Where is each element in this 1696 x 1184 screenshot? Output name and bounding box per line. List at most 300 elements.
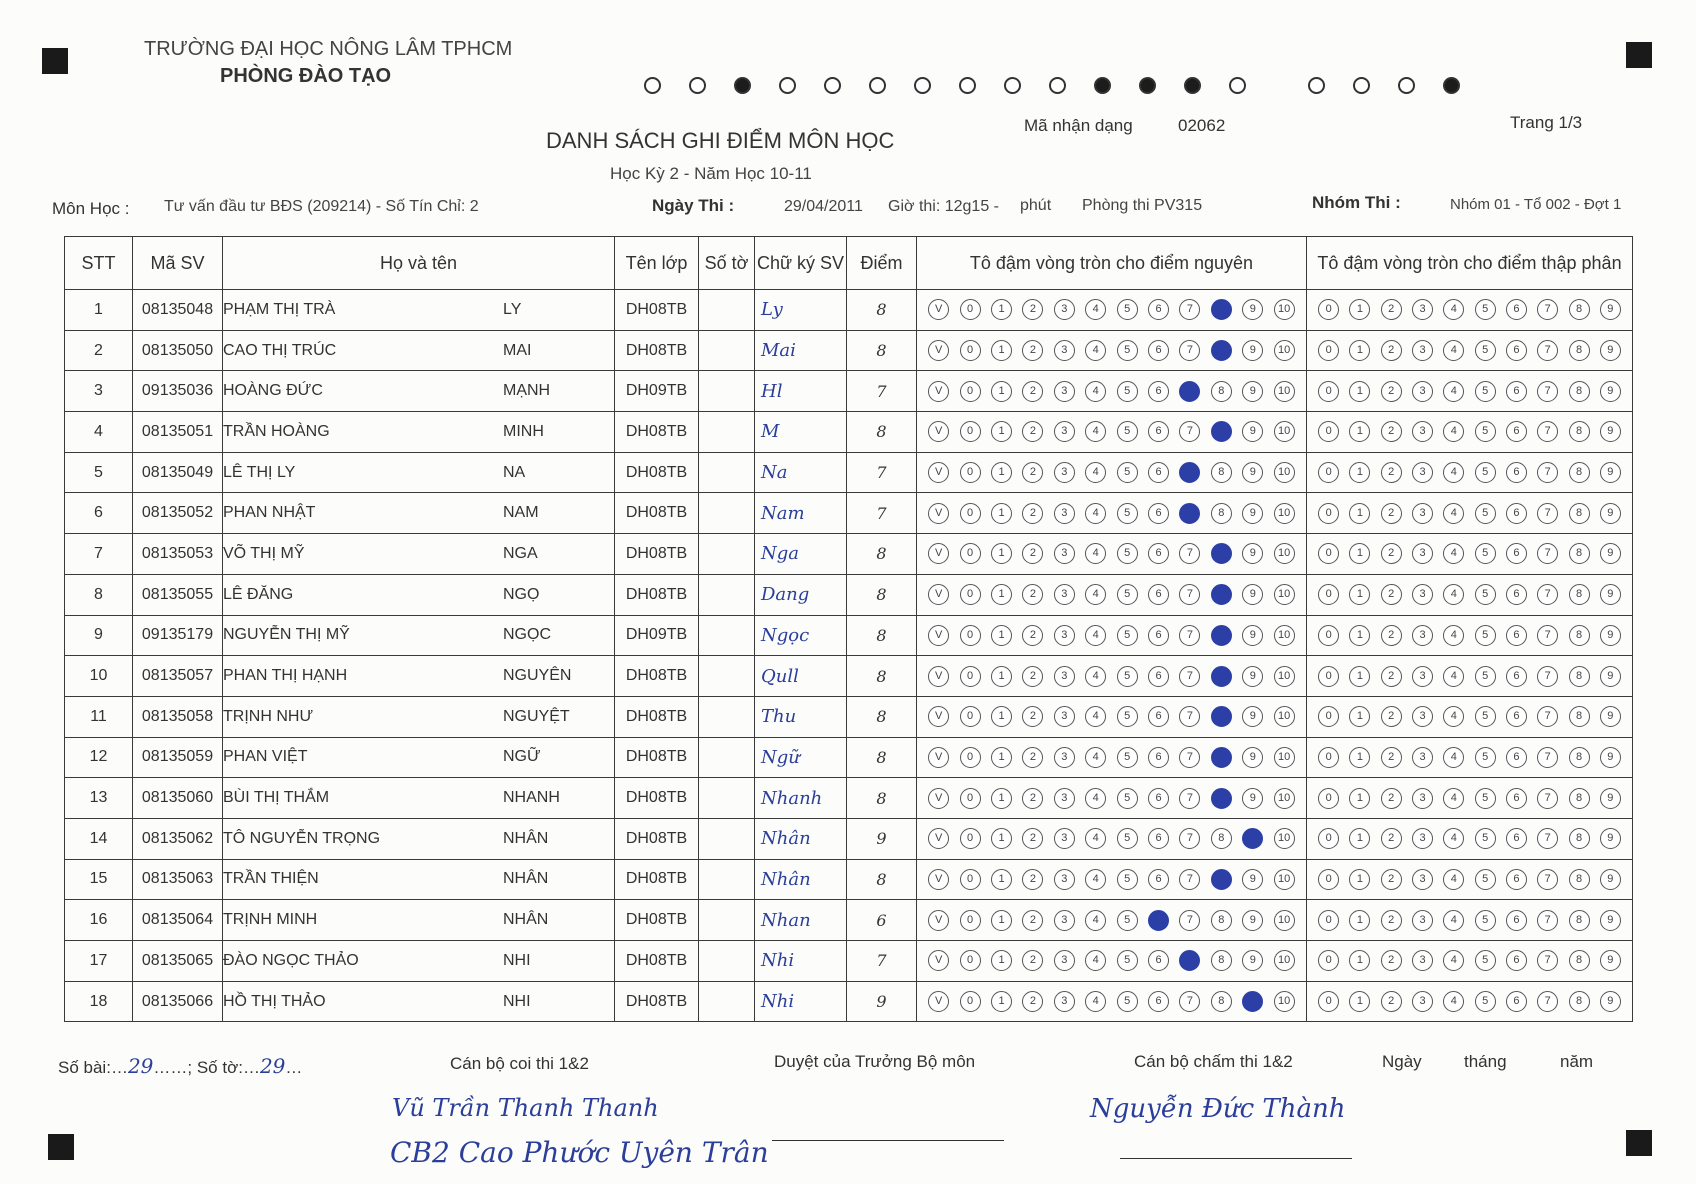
decimal-bubble-5[interactable]: 5	[1475, 584, 1496, 605]
integer-bubble-1[interactable]: 1	[991, 543, 1012, 564]
integer-bubble-V[interactable]: V	[928, 706, 949, 727]
decimal-bubble-0[interactable]: 0	[1318, 991, 1339, 1012]
decimal-bubble-2[interactable]: 2	[1381, 910, 1402, 931]
integer-bubble-0[interactable]: 0	[960, 503, 981, 524]
integer-bubble-9[interactable]: 9	[1242, 340, 1263, 361]
decimal-bubble-8[interactable]: 8	[1569, 381, 1590, 402]
integer-bubble-0[interactable]: 0	[960, 543, 981, 564]
decimal-bubble-6[interactable]: 6	[1506, 788, 1527, 809]
decimal-bubble-7[interactable]: 7	[1537, 869, 1558, 890]
decimal-bubble-5[interactable]: 5	[1475, 299, 1496, 320]
integer-bubble-6[interactable]: 6	[1148, 503, 1169, 524]
integer-bubble-V[interactable]: V	[928, 462, 949, 483]
integer-bubble-2[interactable]: 2	[1022, 991, 1043, 1012]
integer-bubble-10[interactable]: 10	[1274, 666, 1295, 687]
integer-bubble-4[interactable]: 4	[1085, 950, 1106, 971]
decimal-bubble-0[interactable]: 0	[1318, 788, 1339, 809]
decimal-bubble-2[interactable]: 2	[1381, 421, 1402, 442]
decimal-bubble-0[interactable]: 0	[1318, 543, 1339, 564]
integer-bubble-0[interactable]: 0	[960, 666, 981, 687]
decimal-bubble-4[interactable]: 4	[1443, 747, 1464, 768]
integer-bubble-6[interactable]: 6	[1148, 991, 1169, 1012]
integer-bubble-V[interactable]: V	[928, 503, 949, 524]
integer-bubble-8[interactable]: 8	[1211, 462, 1232, 483]
decimal-bubble-8[interactable]: 8	[1569, 991, 1590, 1012]
integer-bubble-3[interactable]: 3	[1054, 910, 1075, 931]
integer-bubble-6[interactable]: 6	[1148, 340, 1169, 361]
integer-bubble-1[interactable]: 1	[991, 625, 1012, 646]
integer-bubble-3[interactable]: 3	[1054, 503, 1075, 524]
decimal-bubble-8[interactable]: 8	[1569, 462, 1590, 483]
integer-bubble-1[interactable]: 1	[991, 421, 1012, 442]
decimal-bubble-1[interactable]: 1	[1349, 299, 1370, 320]
decimal-bubble-1[interactable]: 1	[1349, 381, 1370, 402]
decimal-bubble-5[interactable]: 5	[1475, 991, 1496, 1012]
decimal-bubble-7[interactable]: 7	[1537, 503, 1558, 524]
integer-bubble-2[interactable]: 2	[1022, 503, 1043, 524]
integer-bubble-0[interactable]: 0	[960, 299, 981, 320]
integer-bubble-9[interactable]: 9	[1242, 584, 1263, 605]
decimal-bubble-3[interactable]: 3	[1412, 584, 1433, 605]
decimal-bubble-9[interactable]: 9	[1600, 747, 1621, 768]
decimal-bubble-3[interactable]: 3	[1412, 828, 1433, 849]
integer-bubble-8[interactable]	[1211, 625, 1232, 646]
integer-bubble-1[interactable]: 1	[991, 869, 1012, 890]
decimal-bubble-9[interactable]: 9	[1600, 869, 1621, 890]
decimal-bubble-7[interactable]: 7	[1537, 747, 1558, 768]
decimal-bubble-2[interactable]: 2	[1381, 340, 1402, 361]
decimal-bubble-6[interactable]: 6	[1506, 340, 1527, 361]
integer-bubble-10[interactable]: 10	[1274, 950, 1295, 971]
integer-bubble-5[interactable]: 5	[1117, 950, 1138, 971]
decimal-bubble-9[interactable]: 9	[1600, 340, 1621, 361]
decimal-bubble-5[interactable]: 5	[1475, 869, 1496, 890]
integer-bubble-7[interactable]: 7	[1179, 788, 1200, 809]
decimal-bubble-2[interactable]: 2	[1381, 869, 1402, 890]
integer-bubble-2[interactable]: 2	[1022, 584, 1043, 605]
decimal-bubble-8[interactable]: 8	[1569, 910, 1590, 931]
integer-bubble-0[interactable]: 0	[960, 381, 981, 402]
decimal-bubble-4[interactable]: 4	[1443, 869, 1464, 890]
integer-bubble-3[interactable]: 3	[1054, 788, 1075, 809]
integer-bubble-1[interactable]: 1	[991, 788, 1012, 809]
decimal-bubble-7[interactable]: 7	[1537, 991, 1558, 1012]
decimal-bubble-7[interactable]: 7	[1537, 584, 1558, 605]
decimal-bubble-6[interactable]: 6	[1506, 381, 1527, 402]
integer-bubble-1[interactable]: 1	[991, 299, 1012, 320]
integer-bubble-7[interactable]: 7	[1179, 869, 1200, 890]
integer-bubble-V[interactable]: V	[928, 869, 949, 890]
decimal-bubble-7[interactable]: 7	[1537, 299, 1558, 320]
decimal-bubble-4[interactable]: 4	[1443, 950, 1464, 971]
decimal-bubble-9[interactable]: 9	[1600, 421, 1621, 442]
decimal-bubble-6[interactable]: 6	[1506, 991, 1527, 1012]
decimal-bubble-5[interactable]: 5	[1475, 828, 1496, 849]
decimal-bubble-8[interactable]: 8	[1569, 666, 1590, 687]
decimal-bubble-1[interactable]: 1	[1349, 462, 1370, 483]
integer-bubble-0[interactable]: 0	[960, 828, 981, 849]
decimal-bubble-9[interactable]: 9	[1600, 788, 1621, 809]
integer-bubble-1[interactable]: 1	[991, 828, 1012, 849]
decimal-bubble-7[interactable]: 7	[1537, 706, 1558, 727]
integer-bubble-3[interactable]: 3	[1054, 828, 1075, 849]
integer-bubble-7[interactable]	[1179, 950, 1200, 971]
decimal-bubble-3[interactable]: 3	[1412, 706, 1433, 727]
decimal-bubble-5[interactable]: 5	[1475, 462, 1496, 483]
decimal-bubble-6[interactable]: 6	[1506, 950, 1527, 971]
integer-bubble-7[interactable]: 7	[1179, 706, 1200, 727]
decimal-bubble-3[interactable]: 3	[1412, 666, 1433, 687]
decimal-bubble-2[interactable]: 2	[1381, 299, 1402, 320]
decimal-bubble-0[interactable]: 0	[1318, 421, 1339, 442]
integer-bubble-9[interactable]: 9	[1242, 910, 1263, 931]
integer-bubble-8[interactable]: 8	[1211, 828, 1232, 849]
integer-bubble-5[interactable]: 5	[1117, 666, 1138, 687]
integer-bubble-0[interactable]: 0	[960, 421, 981, 442]
decimal-bubble-8[interactable]: 8	[1569, 421, 1590, 442]
integer-bubble-4[interactable]: 4	[1085, 869, 1106, 890]
integer-bubble-7[interactable]	[1179, 462, 1200, 483]
integer-bubble-6[interactable]: 6	[1148, 828, 1169, 849]
decimal-bubble-2[interactable]: 2	[1381, 666, 1402, 687]
decimal-bubble-1[interactable]: 1	[1349, 910, 1370, 931]
decimal-bubble-1[interactable]: 1	[1349, 828, 1370, 849]
integer-bubble-2[interactable]: 2	[1022, 828, 1043, 849]
integer-bubble-9[interactable]: 9	[1242, 950, 1263, 971]
integer-bubble-10[interactable]: 10	[1274, 869, 1295, 890]
decimal-bubble-7[interactable]: 7	[1537, 543, 1558, 564]
decimal-bubble-5[interactable]: 5	[1475, 340, 1496, 361]
decimal-bubble-8[interactable]: 8	[1569, 706, 1590, 727]
decimal-bubble-9[interactable]: 9	[1600, 950, 1621, 971]
integer-bubble-10[interactable]: 10	[1274, 625, 1295, 646]
integer-bubble-3[interactable]: 3	[1054, 625, 1075, 646]
decimal-bubble-2[interactable]: 2	[1381, 543, 1402, 564]
integer-bubble-0[interactable]: 0	[960, 950, 981, 971]
integer-bubble-3[interactable]: 3	[1054, 421, 1075, 442]
decimal-bubble-3[interactable]: 3	[1412, 950, 1433, 971]
integer-bubble-1[interactable]: 1	[991, 666, 1012, 687]
decimal-bubble-7[interactable]: 7	[1537, 421, 1558, 442]
decimal-bubble-1[interactable]: 1	[1349, 340, 1370, 361]
integer-bubble-7[interactable]	[1179, 381, 1200, 402]
decimal-bubble-5[interactable]: 5	[1475, 625, 1496, 646]
decimal-bubble-4[interactable]: 4	[1443, 543, 1464, 564]
integer-bubble-2[interactable]: 2	[1022, 950, 1043, 971]
integer-bubble-10[interactable]: 10	[1274, 788, 1295, 809]
decimal-bubble-1[interactable]: 1	[1349, 421, 1370, 442]
integer-bubble-10[interactable]: 10	[1274, 340, 1295, 361]
decimal-bubble-4[interactable]: 4	[1443, 910, 1464, 931]
integer-bubble-V[interactable]: V	[928, 584, 949, 605]
decimal-bubble-6[interactable]: 6	[1506, 828, 1527, 849]
integer-bubble-10[interactable]: 10	[1274, 991, 1295, 1012]
integer-bubble-3[interactable]: 3	[1054, 747, 1075, 768]
integer-bubble-4[interactable]: 4	[1085, 625, 1106, 646]
integer-bubble-5[interactable]: 5	[1117, 706, 1138, 727]
decimal-bubble-3[interactable]: 3	[1412, 421, 1433, 442]
integer-bubble-2[interactable]: 2	[1022, 421, 1043, 442]
integer-bubble-6[interactable]: 6	[1148, 666, 1169, 687]
integer-bubble-2[interactable]: 2	[1022, 910, 1043, 931]
integer-bubble-2[interactable]: 2	[1022, 625, 1043, 646]
decimal-bubble-4[interactable]: 4	[1443, 788, 1464, 809]
integer-bubble-10[interactable]: 10	[1274, 381, 1295, 402]
integer-bubble-3[interactable]: 3	[1054, 991, 1075, 1012]
integer-bubble-4[interactable]: 4	[1085, 543, 1106, 564]
decimal-bubble-0[interactable]: 0	[1318, 381, 1339, 402]
integer-bubble-1[interactable]: 1	[991, 462, 1012, 483]
decimal-bubble-8[interactable]: 8	[1569, 788, 1590, 809]
integer-bubble-3[interactable]: 3	[1054, 340, 1075, 361]
decimal-bubble-9[interactable]: 9	[1600, 299, 1621, 320]
integer-bubble-2[interactable]: 2	[1022, 747, 1043, 768]
integer-bubble-10[interactable]: 10	[1274, 543, 1295, 564]
integer-bubble-3[interactable]: 3	[1054, 706, 1075, 727]
decimal-bubble-1[interactable]: 1	[1349, 503, 1370, 524]
integer-bubble-2[interactable]: 2	[1022, 299, 1043, 320]
integer-bubble-9[interactable]: 9	[1242, 747, 1263, 768]
decimal-bubble-5[interactable]: 5	[1475, 666, 1496, 687]
decimal-bubble-5[interactable]: 5	[1475, 910, 1496, 931]
integer-bubble-2[interactable]: 2	[1022, 706, 1043, 727]
integer-bubble-8[interactable]	[1211, 869, 1232, 890]
integer-bubble-6[interactable]: 6	[1148, 950, 1169, 971]
decimal-bubble-5[interactable]: 5	[1475, 503, 1496, 524]
decimal-bubble-1[interactable]: 1	[1349, 747, 1370, 768]
decimal-bubble-5[interactable]: 5	[1475, 706, 1496, 727]
integer-bubble-4[interactable]: 4	[1085, 340, 1106, 361]
integer-bubble-9[interactable]: 9	[1242, 381, 1263, 402]
decimal-bubble-4[interactable]: 4	[1443, 706, 1464, 727]
integer-bubble-V[interactable]: V	[928, 910, 949, 931]
decimal-bubble-2[interactable]: 2	[1381, 625, 1402, 646]
integer-bubble-V[interactable]: V	[928, 747, 949, 768]
integer-bubble-7[interactable]: 7	[1179, 991, 1200, 1012]
integer-bubble-10[interactable]: 10	[1274, 462, 1295, 483]
decimal-bubble-8[interactable]: 8	[1569, 340, 1590, 361]
integer-bubble-8[interactable]	[1211, 543, 1232, 564]
decimal-bubble-2[interactable]: 2	[1381, 381, 1402, 402]
decimal-bubble-5[interactable]: 5	[1475, 788, 1496, 809]
integer-bubble-2[interactable]: 2	[1022, 666, 1043, 687]
decimal-bubble-0[interactable]: 0	[1318, 340, 1339, 361]
integer-bubble-7[interactable]: 7	[1179, 625, 1200, 646]
integer-bubble-9[interactable]: 9	[1242, 462, 1263, 483]
decimal-bubble-2[interactable]: 2	[1381, 950, 1402, 971]
integer-bubble-0[interactable]: 0	[960, 625, 981, 646]
integer-bubble-6[interactable]	[1148, 910, 1169, 931]
integer-bubble-V[interactable]: V	[928, 381, 949, 402]
integer-bubble-1[interactable]: 1	[991, 381, 1012, 402]
decimal-bubble-6[interactable]: 6	[1506, 299, 1527, 320]
decimal-bubble-3[interactable]: 3	[1412, 869, 1433, 890]
decimal-bubble-6[interactable]: 6	[1506, 869, 1527, 890]
decimal-bubble-1[interactable]: 1	[1349, 543, 1370, 564]
integer-bubble-6[interactable]: 6	[1148, 706, 1169, 727]
decimal-bubble-8[interactable]: 8	[1569, 869, 1590, 890]
decimal-bubble-5[interactable]: 5	[1475, 381, 1496, 402]
integer-bubble-3[interactable]: 3	[1054, 462, 1075, 483]
integer-bubble-7[interactable]: 7	[1179, 421, 1200, 442]
integer-bubble-2[interactable]: 2	[1022, 462, 1043, 483]
decimal-bubble-0[interactable]: 0	[1318, 299, 1339, 320]
decimal-bubble-0[interactable]: 0	[1318, 950, 1339, 971]
decimal-bubble-1[interactable]: 1	[1349, 788, 1370, 809]
integer-bubble-V[interactable]: V	[928, 543, 949, 564]
integer-bubble-V[interactable]: V	[928, 950, 949, 971]
integer-bubble-4[interactable]: 4	[1085, 788, 1106, 809]
decimal-bubble-4[interactable]: 4	[1443, 381, 1464, 402]
decimal-bubble-1[interactable]: 1	[1349, 625, 1370, 646]
decimal-bubble-3[interactable]: 3	[1412, 788, 1433, 809]
integer-bubble-6[interactable]: 6	[1148, 869, 1169, 890]
integer-bubble-0[interactable]: 0	[960, 788, 981, 809]
integer-bubble-1[interactable]: 1	[991, 910, 1012, 931]
integer-bubble-6[interactable]: 6	[1148, 421, 1169, 442]
integer-bubble-10[interactable]: 10	[1274, 828, 1295, 849]
integer-bubble-0[interactable]: 0	[960, 706, 981, 727]
integer-bubble-8[interactable]	[1211, 584, 1232, 605]
decimal-bubble-6[interactable]: 6	[1506, 747, 1527, 768]
decimal-bubble-0[interactable]: 0	[1318, 747, 1339, 768]
decimal-bubble-2[interactable]: 2	[1381, 747, 1402, 768]
integer-bubble-7[interactable]: 7	[1179, 747, 1200, 768]
integer-bubble-5[interactable]: 5	[1117, 421, 1138, 442]
decimal-bubble-0[interactable]: 0	[1318, 666, 1339, 687]
integer-bubble-V[interactable]: V	[928, 991, 949, 1012]
decimal-bubble-8[interactable]: 8	[1569, 950, 1590, 971]
decimal-bubble-9[interactable]: 9	[1600, 991, 1621, 1012]
decimal-bubble-6[interactable]: 6	[1506, 462, 1527, 483]
decimal-bubble-7[interactable]: 7	[1537, 666, 1558, 687]
decimal-bubble-9[interactable]: 9	[1600, 381, 1621, 402]
integer-bubble-4[interactable]: 4	[1085, 706, 1106, 727]
integer-bubble-6[interactable]: 6	[1148, 584, 1169, 605]
decimal-bubble-2[interactable]: 2	[1381, 584, 1402, 605]
integer-bubble-8[interactable]	[1211, 666, 1232, 687]
decimal-bubble-0[interactable]: 0	[1318, 828, 1339, 849]
integer-bubble-0[interactable]: 0	[960, 747, 981, 768]
integer-bubble-5[interactable]: 5	[1117, 503, 1138, 524]
integer-bubble-1[interactable]: 1	[991, 991, 1012, 1012]
decimal-bubble-9[interactable]: 9	[1600, 543, 1621, 564]
decimal-bubble-5[interactable]: 5	[1475, 543, 1496, 564]
decimal-bubble-7[interactable]: 7	[1537, 950, 1558, 971]
integer-bubble-5[interactable]: 5	[1117, 828, 1138, 849]
decimal-bubble-5[interactable]: 5	[1475, 747, 1496, 768]
integer-bubble-4[interactable]: 4	[1085, 503, 1106, 524]
decimal-bubble-3[interactable]: 3	[1412, 503, 1433, 524]
integer-bubble-9[interactable]: 9	[1242, 543, 1263, 564]
decimal-bubble-3[interactable]: 3	[1412, 340, 1433, 361]
integer-bubble-3[interactable]: 3	[1054, 950, 1075, 971]
decimal-bubble-4[interactable]: 4	[1443, 625, 1464, 646]
integer-bubble-5[interactable]: 5	[1117, 543, 1138, 564]
decimal-bubble-7[interactable]: 7	[1537, 910, 1558, 931]
integer-bubble-10[interactable]: 10	[1274, 503, 1295, 524]
decimal-bubble-3[interactable]: 3	[1412, 381, 1433, 402]
decimal-bubble-3[interactable]: 3	[1412, 747, 1433, 768]
decimal-bubble-8[interactable]: 8	[1569, 543, 1590, 564]
integer-bubble-V[interactable]: V	[928, 788, 949, 809]
integer-bubble-3[interactable]: 3	[1054, 584, 1075, 605]
decimal-bubble-6[interactable]: 6	[1506, 421, 1527, 442]
integer-bubble-6[interactable]: 6	[1148, 462, 1169, 483]
decimal-bubble-4[interactable]: 4	[1443, 828, 1464, 849]
integer-bubble-V[interactable]: V	[928, 421, 949, 442]
decimal-bubble-4[interactable]: 4	[1443, 340, 1464, 361]
integer-bubble-V[interactable]: V	[928, 340, 949, 361]
integer-bubble-8[interactable]	[1211, 340, 1232, 361]
integer-bubble-9[interactable]: 9	[1242, 421, 1263, 442]
decimal-bubble-0[interactable]: 0	[1318, 869, 1339, 890]
decimal-bubble-6[interactable]: 6	[1506, 584, 1527, 605]
decimal-bubble-1[interactable]: 1	[1349, 706, 1370, 727]
integer-bubble-6[interactable]: 6	[1148, 381, 1169, 402]
decimal-bubble-2[interactable]: 2	[1381, 991, 1402, 1012]
decimal-bubble-9[interactable]: 9	[1600, 828, 1621, 849]
decimal-bubble-1[interactable]: 1	[1349, 950, 1370, 971]
integer-bubble-5[interactable]: 5	[1117, 299, 1138, 320]
decimal-bubble-0[interactable]: 0	[1318, 910, 1339, 931]
decimal-bubble-3[interactable]: 3	[1412, 910, 1433, 931]
decimal-bubble-9[interactable]: 9	[1600, 584, 1621, 605]
decimal-bubble-9[interactable]: 9	[1600, 666, 1621, 687]
integer-bubble-0[interactable]: 0	[960, 910, 981, 931]
decimal-bubble-2[interactable]: 2	[1381, 788, 1402, 809]
decimal-bubble-3[interactable]: 3	[1412, 625, 1433, 646]
integer-bubble-1[interactable]: 1	[991, 950, 1012, 971]
decimal-bubble-9[interactable]: 9	[1600, 462, 1621, 483]
integer-bubble-5[interactable]: 5	[1117, 788, 1138, 809]
decimal-bubble-7[interactable]: 7	[1537, 788, 1558, 809]
decimal-bubble-2[interactable]: 2	[1381, 706, 1402, 727]
decimal-bubble-9[interactable]: 9	[1600, 706, 1621, 727]
decimal-bubble-4[interactable]: 4	[1443, 462, 1464, 483]
integer-bubble-10[interactable]: 10	[1274, 584, 1295, 605]
integer-bubble-V[interactable]: V	[928, 828, 949, 849]
decimal-bubble-7[interactable]: 7	[1537, 381, 1558, 402]
decimal-bubble-1[interactable]: 1	[1349, 584, 1370, 605]
integer-bubble-7[interactable]: 7	[1179, 299, 1200, 320]
integer-bubble-4[interactable]: 4	[1085, 299, 1106, 320]
integer-bubble-8[interactable]: 8	[1211, 991, 1232, 1012]
integer-bubble-4[interactable]: 4	[1085, 666, 1106, 687]
decimal-bubble-7[interactable]: 7	[1537, 828, 1558, 849]
integer-bubble-7[interactable]	[1179, 503, 1200, 524]
decimal-bubble-1[interactable]: 1	[1349, 666, 1370, 687]
integer-bubble-8[interactable]	[1211, 788, 1232, 809]
integer-bubble-6[interactable]: 6	[1148, 747, 1169, 768]
integer-bubble-5[interactable]: 5	[1117, 340, 1138, 361]
integer-bubble-8[interactable]: 8	[1211, 381, 1232, 402]
integer-bubble-V[interactable]: V	[928, 625, 949, 646]
integer-bubble-5[interactable]: 5	[1117, 625, 1138, 646]
integer-bubble-1[interactable]: 1	[991, 747, 1012, 768]
decimal-bubble-4[interactable]: 4	[1443, 421, 1464, 442]
decimal-bubble-8[interactable]: 8	[1569, 584, 1590, 605]
integer-bubble-9[interactable]: 9	[1242, 625, 1263, 646]
integer-bubble-8[interactable]	[1211, 299, 1232, 320]
decimal-bubble-7[interactable]: 7	[1537, 625, 1558, 646]
integer-bubble-4[interactable]: 4	[1085, 381, 1106, 402]
decimal-bubble-4[interactable]: 4	[1443, 584, 1464, 605]
decimal-bubble-2[interactable]: 2	[1381, 503, 1402, 524]
decimal-bubble-6[interactable]: 6	[1506, 666, 1527, 687]
decimal-bubble-6[interactable]: 6	[1506, 543, 1527, 564]
integer-bubble-5[interactable]: 5	[1117, 381, 1138, 402]
